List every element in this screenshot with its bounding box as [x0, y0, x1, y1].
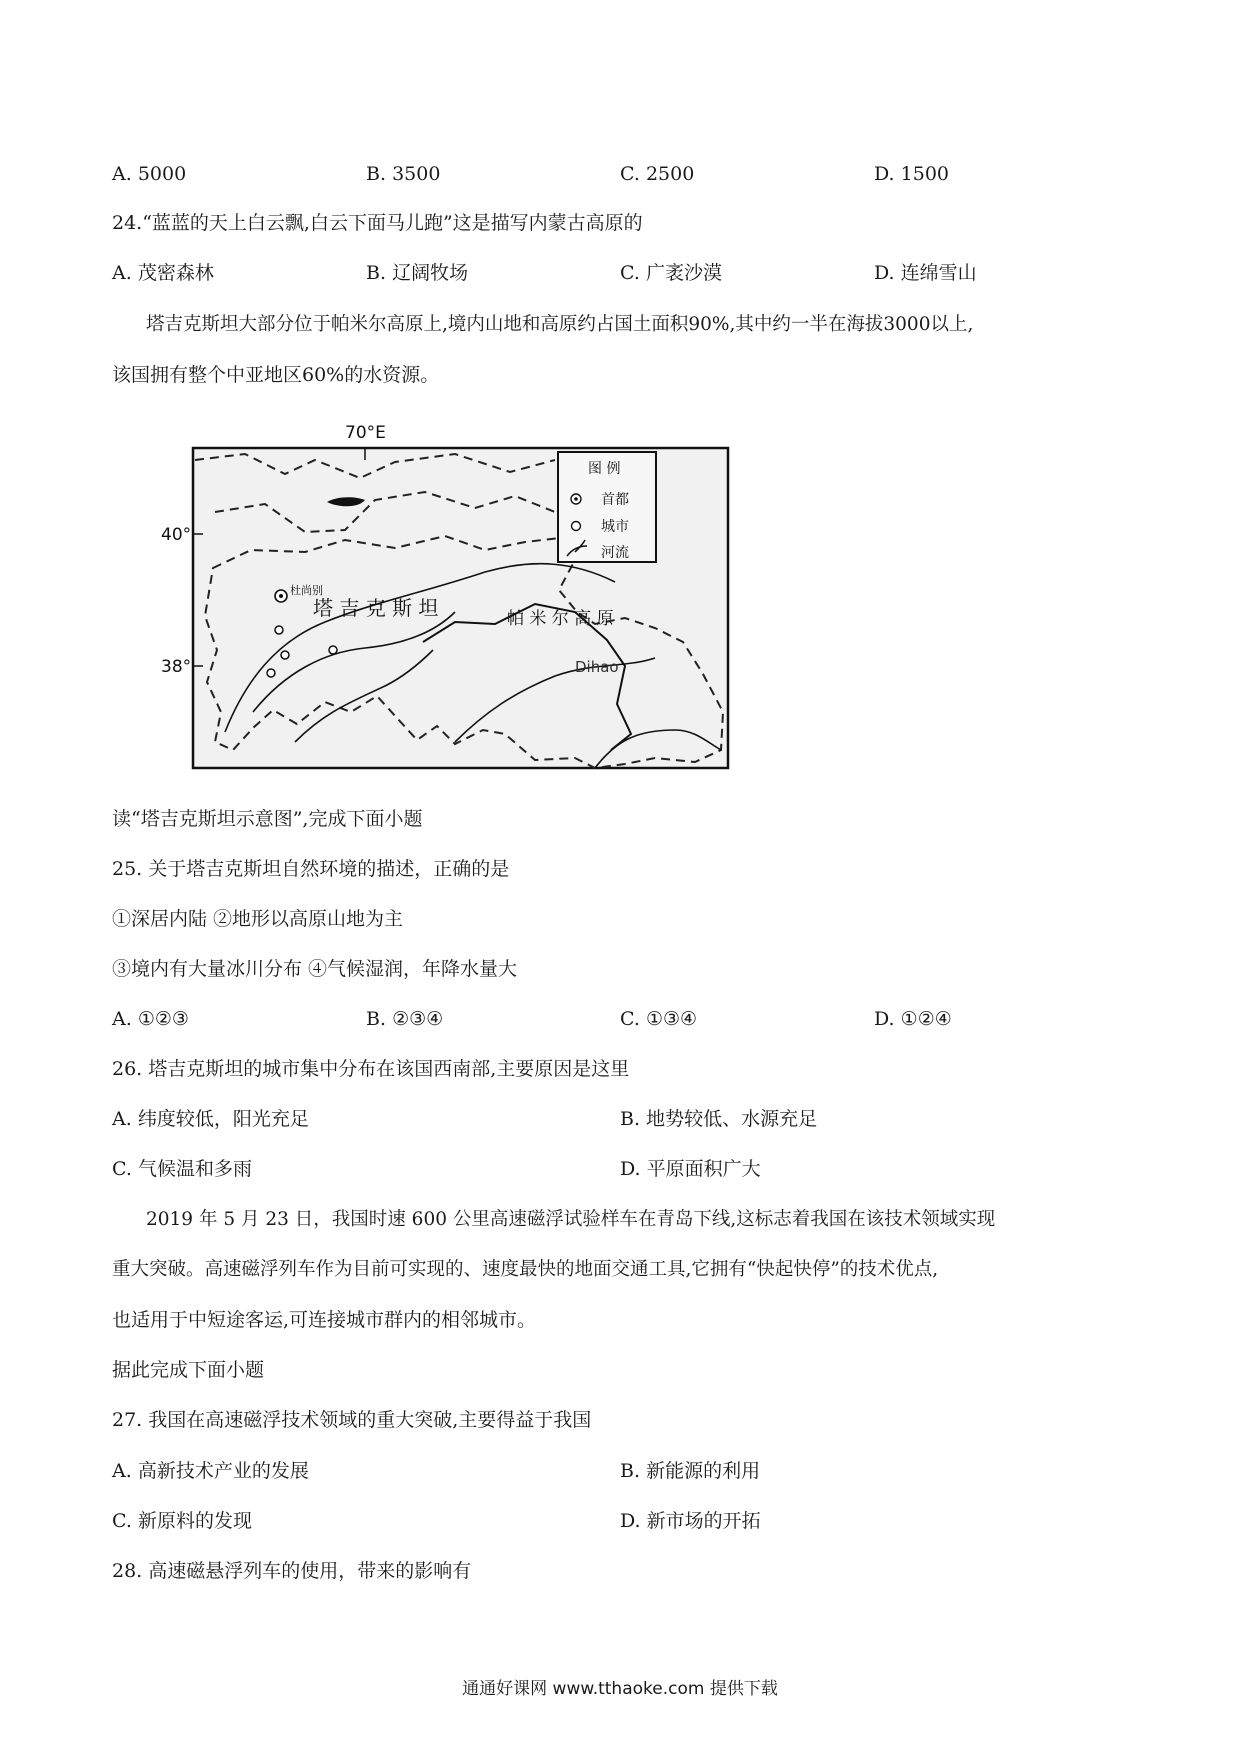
q25-items-1: ①深居内陆 ②地形以高原山地为主 — [112, 908, 404, 930]
q27-option-b: B. 新能源的利用 — [620, 1460, 761, 1482]
city-marker — [281, 651, 289, 659]
q24-option-b: B. 辽阔牧场 — [366, 262, 469, 284]
q26-option-a: A. 纬度较低，阳光充足 — [112, 1108, 309, 1130]
passage2-instruction: 据此完成下面小题 — [112, 1359, 265, 1381]
dihao-label: Dihao — [575, 658, 619, 676]
q27-option-a: A. 高新技术产业的发展 — [112, 1460, 309, 1482]
lat-label-38: 38° — [161, 657, 192, 677]
q24-stem: 24.“蓝蓝的天上白云飘,白云下面马儿跑”这是描写内蒙古高原的 — [112, 212, 643, 234]
city-marker — [267, 669, 275, 677]
passage1-line1: 塔吉克斯坦大部分位于帕米尔高原上,境内山地和高原约占国土面积90%,其中约一半在海拔3000以上, — [146, 314, 974, 335]
legend-river: 河流 — [601, 545, 629, 561]
q25-option-a: A. ①②③ — [112, 1008, 189, 1030]
country-name: 塔 吉 克 斯 坦 — [313, 596, 439, 620]
capital-label: 杜尚别 — [290, 584, 323, 597]
q23-option-a: A. 5000 — [112, 163, 187, 185]
map-instruction: 读“塔吉克斯坦示意图”,完成下面小题 — [112, 808, 423, 830]
lon-label-70e: 70°E — [345, 423, 386, 443]
passage2-line1: 2019 年 5 月 23 日，我国时速 600 公里高速磁浮试验样车在青岛下线,这标志着我国在该技术领域实现 — [146, 1209, 996, 1230]
q27-option-c: C. 新原料的发现 — [112, 1510, 252, 1532]
legend-capital: 首都 — [601, 492, 629, 508]
q23-option-c: C. 2500 — [620, 163, 695, 185]
q23-option-d: D. 1500 — [874, 163, 950, 185]
q25-stem: 25. 关于塔吉克斯坦自然环境的描述，正确的是 — [112, 858, 510, 880]
tajikistan-map — [155, 412, 740, 782]
footer-download-note: 通通好课网 www.tthaoke.com 提供下载 — [462, 1679, 778, 1699]
q25-option-d: D. ①②④ — [874, 1008, 952, 1030]
city-marker — [275, 626, 283, 634]
q25-option-b: B. ②③④ — [366, 1008, 444, 1030]
q24-option-c: C. 广袤沙漠 — [620, 262, 722, 284]
q26-stem: 26. 塔吉克斯坦的城市集中分布在该国西南部,主要原因是这里 — [112, 1058, 630, 1080]
plateau-name: 帕 米 尔 高 原 — [507, 609, 614, 629]
q24-option-d: D. 连绵雪山 — [874, 262, 977, 284]
q26-option-b: B. 地势较低、水源充足 — [620, 1108, 818, 1130]
legend-title: 图 例 — [588, 461, 621, 477]
lat-label-40: 40° — [161, 525, 192, 545]
q25-items-2: ③境内有大量冰川分布 ④气候湿润，年降水量大 — [112, 958, 518, 980]
city-marker — [329, 646, 337, 654]
q23-option-b: B. 3500 — [366, 163, 441, 185]
passage2-line3: 也适用于中短途客运,可连接城市群内的相邻城市。 — [112, 1309, 537, 1331]
passage2-line2: 重大突破。高速磁浮列车作为目前可实现的、速度最快的地面交通工具,它拥有“快起快停”的技术优点, — [112, 1259, 939, 1280]
q25-option-c: C. ①③④ — [620, 1008, 698, 1030]
q24-option-a: A. 茂密森林 — [112, 262, 214, 284]
q26-option-c: C. 气候温和多雨 — [112, 1158, 252, 1180]
q26-option-d: D. 平原面积广大 — [620, 1158, 761, 1180]
legend-city-icon — [572, 522, 581, 531]
q27-option-d: D. 新市场的开拓 — [620, 1510, 761, 1532]
q27-stem: 27. 我国在高速磁浮技术领域的重大突破,主要得益于我国 — [112, 1409, 592, 1431]
passage1-line2: 该国拥有整个中亚地区60%的水资源。 — [112, 364, 440, 386]
legend-city: 城市 — [601, 519, 629, 535]
q28-stem: 28. 高速磁悬浮列车的使用，带来的影响有 — [112, 1560, 472, 1582]
